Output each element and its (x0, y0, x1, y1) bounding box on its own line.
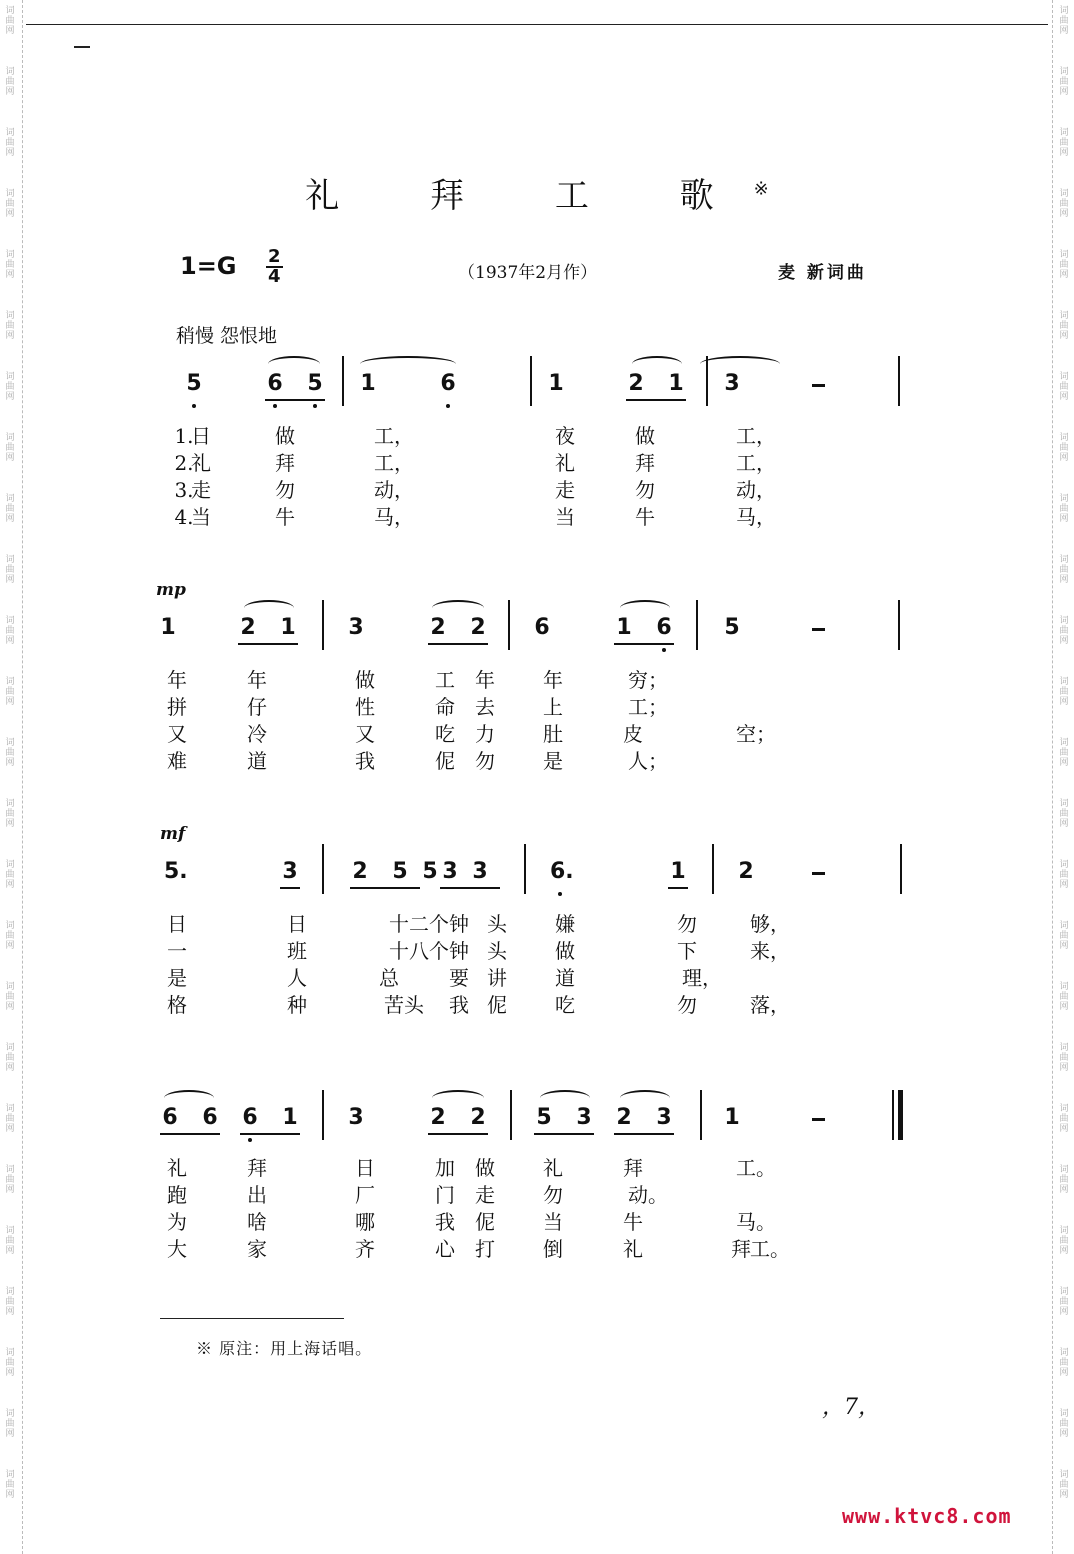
jianpu-note: 6 (242, 1105, 258, 1130)
side-watermark-text: 词 曲 网 (1059, 1348, 1069, 1378)
lyric-syllable: 我 (435, 1210, 455, 1234)
side-watermark-text: 词 曲 网 (5, 250, 15, 280)
side-watermark-text: 词 曲 网 (5, 372, 15, 402)
lyric-syllable: 落， (750, 993, 790, 1017)
lyric-syllable: 拜 (247, 1156, 267, 1180)
lyric-syllable: 难 (167, 749, 187, 773)
lyric-syllable: 是 (543, 749, 563, 773)
lyric-syllable: 伲 (487, 993, 507, 1017)
lyric-syllable: 班 (287, 939, 307, 963)
lyric-syllable: 心 (435, 1237, 455, 1261)
lyric-syllable: 人； (628, 749, 668, 773)
side-watermark-text: 词 曲 网 (1059, 189, 1069, 219)
lyric-syllable: 马， (736, 505, 776, 529)
beam-underline (350, 887, 420, 889)
jianpu-note: 5 (536, 1105, 552, 1130)
barline (900, 844, 902, 894)
lyric-syllable: 伲 (475, 1210, 495, 1234)
lyric-syllable: 钟 (449, 912, 469, 936)
lyric-syllable: 拜 (623, 1156, 643, 1180)
side-watermark-text: 词 曲 网 (1059, 1409, 1069, 1439)
lyric-syllable: 上 (543, 695, 563, 719)
lyric-syllable: 吃 (435, 722, 455, 746)
lyric-syllable: 当 (555, 505, 575, 529)
lyric-syllable: 礼 (623, 1237, 643, 1261)
side-watermark-text: 词 曲 网 (1059, 6, 1069, 36)
lyric-syllable: 牛 (275, 505, 295, 529)
jianpu-note: 1 (360, 371, 376, 396)
beam-underline (534, 1133, 594, 1135)
slur (620, 1090, 670, 1106)
lyric-syllable: 动， (374, 478, 414, 502)
lyric-syllable: 礼 (543, 1156, 563, 1180)
lyric-syllable: 冷 (247, 722, 267, 746)
lyric-syllable: 性 (355, 695, 375, 719)
lyric-syllable: 齐 (355, 1237, 375, 1261)
lyric-syllable: 走 (555, 478, 575, 502)
jianpu-note: 3 (576, 1105, 592, 1130)
jianpu-note: 2 (470, 615, 486, 640)
low-octave-dot (662, 648, 666, 652)
lyric-syllable: 礼 (555, 451, 575, 475)
slur (432, 1090, 484, 1106)
side-watermark-text: 词 曲 网 (1059, 67, 1069, 97)
side-watermark-text: 词 曲 网 (5, 128, 15, 158)
sustain-dash (812, 1118, 825, 1121)
side-watermark-text: 词 曲 网 (5, 1226, 15, 1256)
lyric-syllable: 工。 (750, 1237, 790, 1261)
side-watermark-text: 词 曲 网 (5, 860, 15, 890)
side-watermark-text: 词 曲 网 (5, 494, 15, 524)
lyric-syllable: 年 (247, 668, 267, 692)
key-signature: 1=G (180, 252, 237, 280)
lyric-syllable: 礼 (191, 451, 211, 475)
beam-underline (614, 1133, 674, 1135)
lyric-syllable: 啥 (247, 1210, 267, 1234)
lyric-syllable: 力 (475, 722, 495, 746)
side-watermark-text: 词 曲 网 (5, 1104, 15, 1134)
lyric-syllable: 一 (167, 939, 187, 963)
lyric-syllable: 做 (555, 939, 575, 963)
low-octave-dot (192, 404, 196, 408)
lyric-syllable: 道 (247, 749, 267, 773)
lyric-syllable: 工， (374, 451, 414, 475)
side-watermark-text: 词 曲 网 (1059, 677, 1069, 707)
low-octave-dot (313, 404, 317, 408)
lyric-syllable: 走 (475, 1183, 495, 1207)
beam-underline (614, 643, 674, 645)
lyric-syllable: 人 (287, 966, 307, 990)
lyric-syllable: 年 (475, 668, 495, 692)
side-watermark-text: 词 曲 网 (5, 1165, 15, 1195)
jianpu-note: 5 (724, 615, 740, 640)
final-barline-thin (892, 1090, 894, 1140)
barline (696, 600, 698, 650)
lyric-syllable: 勿 (275, 478, 295, 502)
side-watermark-text: 词 曲 网 (1059, 555, 1069, 585)
side-watermark-text: 词 曲 网 (5, 1348, 15, 1378)
beam-underline (280, 887, 300, 889)
sustain-dash (812, 628, 825, 631)
beam-underline (160, 1133, 220, 1135)
lyric-syllable: 出 (247, 1183, 267, 1207)
beam-underline (240, 1133, 300, 1135)
side-watermark-text: 词 曲 网 (5, 738, 15, 768)
lyric-syllable: 日 (191, 424, 211, 448)
barline (524, 844, 526, 894)
slur (540, 1090, 590, 1106)
side-watermark-text: 词 曲 网 (5, 1287, 15, 1317)
side-watermark-text: 词 曲 网 (1059, 860, 1069, 890)
top-rule (26, 24, 1048, 25)
lyric-syllable: 做 (475, 1156, 495, 1180)
slur (360, 356, 456, 372)
footnote-rule (160, 1318, 344, 1319)
jianpu-note: 6 (267, 371, 283, 396)
side-watermark-text: 词 曲 网 (5, 921, 15, 951)
low-octave-dot (273, 404, 277, 408)
author: 麦 新词曲 (778, 263, 867, 283)
lyric-syllable: 十二个 (389, 912, 449, 936)
lyric-syllable: 穷； (628, 668, 668, 692)
lyric-syllable: 皮 (623, 722, 643, 746)
jianpu-note: 2 (240, 615, 256, 640)
lyric-syllable: 勿 (677, 993, 697, 1017)
lyric-syllable: 我 (449, 993, 469, 1017)
jianpu-note: 6 (162, 1105, 178, 1130)
side-watermark-text: 词 曲 网 (1059, 982, 1069, 1012)
lyric-syllable: 仔 (247, 695, 267, 719)
site-watermark: www.ktvc8.com (842, 1504, 1012, 1528)
lyric-syllable: 1. (174, 424, 194, 448)
footnote: ※ 原注：用上海话唱。 (196, 1339, 373, 1358)
barline (510, 1090, 512, 1140)
lyric-syllable: 十八个 (389, 939, 449, 963)
side-watermark-text: 词 曲 网 (1059, 1470, 1069, 1500)
lyric-syllable: 勿 (475, 749, 495, 773)
side-watermark-text: 词 曲 网 (5, 189, 15, 219)
side-watermark-text: 词 曲 网 (5, 1470, 15, 1500)
jianpu-note: 1 (668, 371, 684, 396)
slur (268, 356, 320, 372)
side-watermark-text: 词 曲 网 (5, 433, 15, 463)
side-watermark-text: 词 曲 网 (1059, 311, 1069, 341)
beam-underline (668, 887, 688, 889)
side-watermark-text: 词 曲 网 (5, 67, 15, 97)
lyric-syllable: 拜 (275, 451, 295, 475)
lyric-syllable: 日 (287, 912, 307, 936)
beam-underline (265, 399, 325, 401)
lyric-syllable: 2. (174, 451, 194, 475)
side-watermark-text: 词 曲 网 (1059, 738, 1069, 768)
side-watermark-text: 词 曲 网 (1059, 1287, 1069, 1317)
lyric-syllable: 加 (435, 1156, 455, 1180)
jianpu-note: 2 (628, 371, 644, 396)
low-octave-dot (558, 892, 562, 896)
lyric-syllable: 动。 (628, 1183, 668, 1207)
lyric-syllable: 是 (167, 966, 187, 990)
lyric-syllable: 勿 (677, 912, 697, 936)
lyric-syllable: 4. (174, 505, 194, 529)
lyric-syllable: 工， (374, 424, 414, 448)
jianpu-note: 5 (392, 859, 408, 884)
lyric-syllable: 工 (435, 668, 455, 692)
lyric-syllable: 勿 (543, 1183, 563, 1207)
side-watermark-text: 词 曲 网 (5, 677, 15, 707)
dynamic-mf: mf (160, 824, 186, 844)
jianpu-note: 2 (470, 1105, 486, 1130)
side-watermark-text: 词 曲 网 (5, 311, 15, 341)
lyric-syllable: 又 (355, 722, 375, 746)
lyric-syllable: 种 (287, 993, 307, 1017)
lyric-syllable: 日 (355, 1156, 375, 1180)
beam-underline (626, 399, 686, 401)
page-number: ，7， (822, 1395, 880, 1420)
low-octave-dot (446, 404, 450, 408)
lyric-syllable: 厂 (355, 1183, 375, 1207)
lyric-syllable: 工， (736, 451, 776, 475)
lyric-syllable: 大 (167, 1237, 187, 1261)
side-watermark-text: 词 曲 网 (1059, 616, 1069, 646)
jianpu-note: 6. (550, 859, 574, 884)
lyric-syllable: 我 (355, 749, 375, 773)
time-signature: $\frac{2}{4}$ (268, 246, 281, 287)
jianpu-note: 1 (160, 615, 176, 640)
barline (322, 1090, 324, 1140)
lyric-syllable: 工。 (736, 1156, 776, 1180)
lyric-syllable: 做 (355, 668, 375, 692)
right-border (1052, 0, 1053, 1554)
jianpu-note: 5. (164, 859, 188, 884)
jianpu-note: 5 (186, 371, 202, 396)
lyric-syllable: 做 (275, 424, 295, 448)
lyric-syllable: 去 (475, 695, 495, 719)
lyric-syllable: 道 (555, 966, 575, 990)
jianpu-note: 1 (616, 615, 632, 640)
jianpu-note: 1 (282, 1105, 298, 1130)
lyric-syllable: 跑 (167, 1183, 187, 1207)
barline (700, 1090, 702, 1140)
jianpu-note: 6 (656, 615, 672, 640)
lyric-syllable: 动， (736, 478, 776, 502)
lyric-syllable: 又 (167, 722, 187, 746)
side-watermark-text: 词 曲 网 (1059, 494, 1069, 524)
slur (164, 1090, 214, 1106)
jianpu-note: 6 (440, 371, 456, 396)
slur (632, 356, 682, 372)
jianpu-note: 1 (548, 371, 564, 396)
jianpu-note: 3 (348, 1105, 364, 1130)
lyric-syllable: 工， (736, 424, 776, 448)
lyric-syllable: 当 (543, 1210, 563, 1234)
lyric-syllable: 拼 (167, 695, 187, 719)
lyric-syllable: 牛 (623, 1210, 643, 1234)
lyric-syllable: 礼 (167, 1156, 187, 1180)
barline (342, 356, 344, 406)
lyric-syllable: 勿 (635, 478, 655, 502)
beam-underline (238, 643, 298, 645)
lyric-syllable: 理， (682, 966, 722, 990)
jianpu-note: 2 (616, 1105, 632, 1130)
dynamic-mp: mp (156, 580, 186, 600)
barline (898, 600, 900, 650)
lyric-syllable: 伲 (435, 749, 455, 773)
barline (712, 844, 714, 894)
lyric-syllable: 总 (379, 966, 399, 990)
side-watermark-text: 词 曲 网 (1059, 1043, 1069, 1073)
jianpu-note: 6 (534, 615, 550, 640)
beam-underline (428, 1133, 488, 1135)
barline (530, 356, 532, 406)
side-watermark-text: 词 曲 网 (1059, 1104, 1069, 1134)
lyric-syllable: 打 (475, 1237, 495, 1261)
jianpu-note: 3 (472, 859, 488, 884)
lyric-syllable: 格 (167, 993, 187, 1017)
jianpu-note: 1 (670, 859, 686, 884)
lyric-syllable: 来， (750, 939, 790, 963)
jianpu-note: 3 (724, 371, 740, 396)
slur (244, 600, 294, 616)
lyric-syllable: 吃 (555, 993, 575, 1017)
lyric-syllable: 年 (167, 668, 187, 692)
jianpu-note: 3 (442, 859, 458, 884)
jianpu-note: 1 (280, 615, 296, 640)
lyric-syllable: 肚 (543, 722, 563, 746)
side-watermark-text: 词 曲 网 (1059, 128, 1069, 158)
tempo-marking: 稍慢 怨恨地 (176, 325, 278, 347)
lyric-syllable: 走 (191, 478, 211, 502)
jianpu-note: 2 (430, 615, 446, 640)
jianpu-note: 2 (738, 859, 754, 884)
sustain-dash (812, 872, 825, 875)
left-border (22, 0, 23, 1554)
lyric-syllable: 嫌 (555, 912, 575, 936)
side-watermark-text: 词 曲 网 (1059, 433, 1069, 463)
side-watermark-text: 词 曲 网 (1059, 250, 1069, 280)
lyric-syllable: 年 (543, 668, 563, 692)
side-watermark-text: 词 曲 网 (5, 982, 15, 1012)
lyric-syllable: 马。 (736, 1210, 776, 1234)
jianpu-note: 1 (724, 1105, 740, 1130)
barline (322, 844, 324, 894)
beam-underline (428, 643, 488, 645)
lyric-syllable: 要 (449, 966, 469, 990)
composition-date: （1937年2月作） (458, 263, 598, 283)
jianpu-note: 3 (656, 1105, 672, 1130)
side-watermark-text: 词 曲 网 (5, 1409, 15, 1439)
jianpu-note: 2 (352, 859, 368, 884)
lyric-syllable: 做 (635, 424, 655, 448)
lyric-syllable: 拜 (635, 451, 655, 475)
slur (432, 600, 484, 616)
side-watermark-text: 词 曲 网 (1059, 799, 1069, 829)
top-dash (74, 46, 90, 48)
lyric-syllable: 工； (628, 695, 668, 719)
lyric-syllable: 家 (247, 1237, 267, 1261)
side-watermark-text: 词 曲 网 (1059, 1165, 1069, 1195)
lyric-syllable: 够， (750, 912, 790, 936)
lyric-syllable: 头 (487, 939, 507, 963)
lyric-syllable: 哪 (355, 1210, 375, 1234)
jianpu-note: 3 (282, 859, 298, 884)
lyric-syllable: 讲 (487, 966, 507, 990)
lyric-syllable: 日 (167, 912, 187, 936)
lyric-syllable: 牛 (635, 505, 655, 529)
low-octave-dot (248, 1138, 252, 1142)
lyric-syllable: 拜 (731, 1237, 751, 1261)
barline (898, 356, 900, 406)
jianpu-note: 6 (202, 1105, 218, 1130)
side-watermark-text: 词 曲 网 (5, 616, 15, 646)
lyric-syllable: 苦头 (384, 993, 424, 1017)
side-watermark-text: 词 曲 网 (5, 6, 15, 36)
side-watermark-text: 词 曲 网 (1059, 372, 1069, 402)
jianpu-note: 3 (348, 615, 364, 640)
side-watermark-text: 词 曲 网 (5, 1043, 15, 1073)
final-barline-thick (898, 1090, 903, 1140)
lyric-syllable: 倒 (543, 1237, 563, 1261)
side-watermark-text: 词 曲 网 (5, 799, 15, 829)
sustain-dash (812, 384, 825, 387)
lyric-syllable: 头 (487, 912, 507, 936)
jianpu-note: 2 (430, 1105, 446, 1130)
lyric-syllable: 钟 (449, 939, 469, 963)
lyric-syllable: 3. (174, 478, 194, 502)
lyric-syllable: 空； (736, 722, 776, 746)
lyric-syllable: 命 (435, 695, 455, 719)
side-watermark-text: 词 曲 网 (5, 555, 15, 585)
barline (508, 600, 510, 650)
beam-underline (440, 887, 500, 889)
slur (700, 356, 780, 372)
lyric-syllable: 当 (191, 505, 211, 529)
jianpu-note: 5 (307, 371, 323, 396)
side-watermark-text: 词 曲 网 (1059, 921, 1069, 951)
song-title: 礼 拜 工 歌※ (305, 176, 769, 216)
lyric-syllable: 为 (167, 1210, 187, 1234)
side-watermark-text: 词 曲 网 (1059, 1226, 1069, 1256)
lyric-syllable: 夜 (555, 424, 575, 448)
slur (620, 600, 670, 616)
title-footnote-mark: ※ (753, 178, 769, 200)
lyric-syllable: 马， (374, 505, 414, 529)
lyric-syllable: 下 (677, 939, 697, 963)
barline (322, 600, 324, 650)
lyric-syllable: 门 (435, 1183, 455, 1207)
jianpu-note: 5 (422, 859, 438, 884)
